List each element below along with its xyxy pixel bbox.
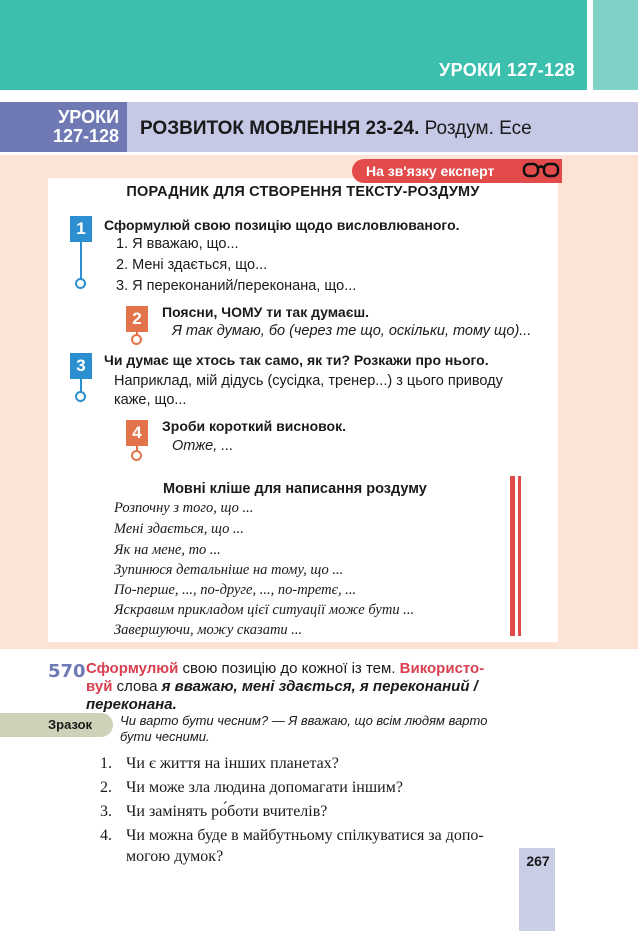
step-dot-3: [75, 391, 86, 402]
question-item: [100, 779, 403, 797]
exercise-words: я вважаю, мені здається, я переконаний /: [161, 678, 478, 695]
cliche-item: По-перше, ..., по-друге, ..., по-третє, ...: [114, 582, 357, 598]
question-number: 3.: [100, 803, 112, 820]
question-number: 1.: [100, 755, 112, 772]
step-line-text: 3. Я переконаний/переконана, що...: [116, 278, 357, 294]
lessons-top-title: УРОКИ 127-128: [439, 60, 575, 80]
lesson-title-bold: РОЗВИТОК МОВЛЕННЯ 23-24.: [140, 118, 420, 139]
cliche-item: Зупинюся детальніше на тому, що ...: [114, 562, 344, 578]
exercise-verb: Сформулюй: [86, 660, 179, 677]
question-item: [100, 755, 339, 773]
exercise-line-2: [86, 678, 478, 695]
question-text: Чи можна буде в майбутньому спілкуватися за допо-: [126, 827, 484, 844]
guide-title: ПОРАДНИК ДЛЯ СТВОРЕННЯ ТЕКСТУ-РОЗДУМУ: [126, 184, 480, 200]
step-number-2: 2: [126, 306, 148, 332]
exercise-words: переконана.: [86, 696, 177, 713]
exercise-text: свою позицію до кожної із тем.: [178, 660, 400, 677]
cliche-item: Як на мене, то ...: [114, 542, 221, 558]
question-text: Чи замінять ро́боти вчителів?: [126, 803, 328, 820]
step-line-1: [80, 242, 82, 280]
exercise-line-1: [86, 660, 484, 677]
step-line-text: каже, що...: [114, 392, 187, 408]
question-item: [100, 827, 484, 845]
step-number-4: 4: [126, 420, 148, 446]
question-text: Чи є життя на інших планетах?: [126, 755, 339, 772]
sample-tag: Зразок: [0, 713, 113, 737]
step-heading-2: Поясни, ЧОМУ ти так думаєш.: [162, 304, 370, 320]
step-dot-1: [75, 278, 86, 289]
step-heading-3: Чи думає ще хтось так само, як ти? Розкажи про нього.: [104, 352, 489, 368]
sample-text: бути чесними.: [120, 729, 210, 744]
sample-text: Чи варто бути чесним? — Я вважаю, що всім людям варто: [120, 713, 488, 728]
divider: [593, 90, 599, 102]
exercise-verb: Використо-: [399, 660, 485, 677]
step-heading-4: Зроби короткий висновок.: [162, 418, 346, 434]
step-number-3: 3: [70, 353, 92, 379]
exercise-line-3: [86, 696, 177, 713]
lesson-title-rest: Роздум. Есе: [424, 118, 532, 139]
expert-tag: На зв'язку експерт: [352, 159, 562, 183]
step-dot-2: [131, 334, 142, 345]
exercise-verb: вуй: [86, 678, 113, 695]
decor-stripe: [510, 476, 515, 636]
question-number: 2.: [100, 779, 112, 796]
step-line-text: Отже, ...: [172, 438, 234, 454]
page-number: 267: [526, 853, 550, 869]
question-number: 4.: [100, 827, 112, 844]
cliche-item: Яскравим прикладом цієї ситуації може бути ...: [114, 602, 415, 618]
question-item: [100, 803, 327, 821]
step-line-text: Я так думаю, бо (через те що, оскільки, тому що)...: [172, 323, 532, 339]
step-line-text: 1. Я вважаю, що...: [116, 236, 239, 252]
lesson-badge: [0, 102, 127, 152]
step-heading-1: Сформулюй свою позицію щодо висловлюваного.: [104, 217, 460, 233]
lesson-badge-line1: УРОКИ: [58, 107, 119, 127]
step-number-1: 1: [70, 216, 92, 242]
exercise-text: слова: [112, 678, 162, 695]
cliche-item: Завершуючи, можу сказати ...: [114, 622, 303, 638]
lesson-title: [140, 118, 532, 140]
cliche-item: Розпочну з того, що ...: [114, 500, 254, 516]
exercise-number: 570: [48, 661, 86, 682]
glasses-icon: [522, 161, 560, 179]
decor-stripe: [518, 476, 521, 636]
step-line-text: 2. Мені здається, що...: [116, 257, 268, 273]
question-continuation: могою думок?: [126, 848, 224, 865]
decor-strip: [593, 0, 638, 90]
cliches-title: Мовні кліше для написання роздуму: [163, 481, 427, 497]
question-text: Чи може зла людина допомагати іншим?: [126, 779, 403, 796]
cliche-item: Мені здається, що ...: [114, 521, 244, 537]
step-dot-4: [131, 450, 142, 461]
step-line-text: Наприклад, мій дідусь (сусідка, тренер...) з цього приводу: [114, 373, 503, 389]
lesson-badge-line2: 127-128: [52, 126, 119, 146]
